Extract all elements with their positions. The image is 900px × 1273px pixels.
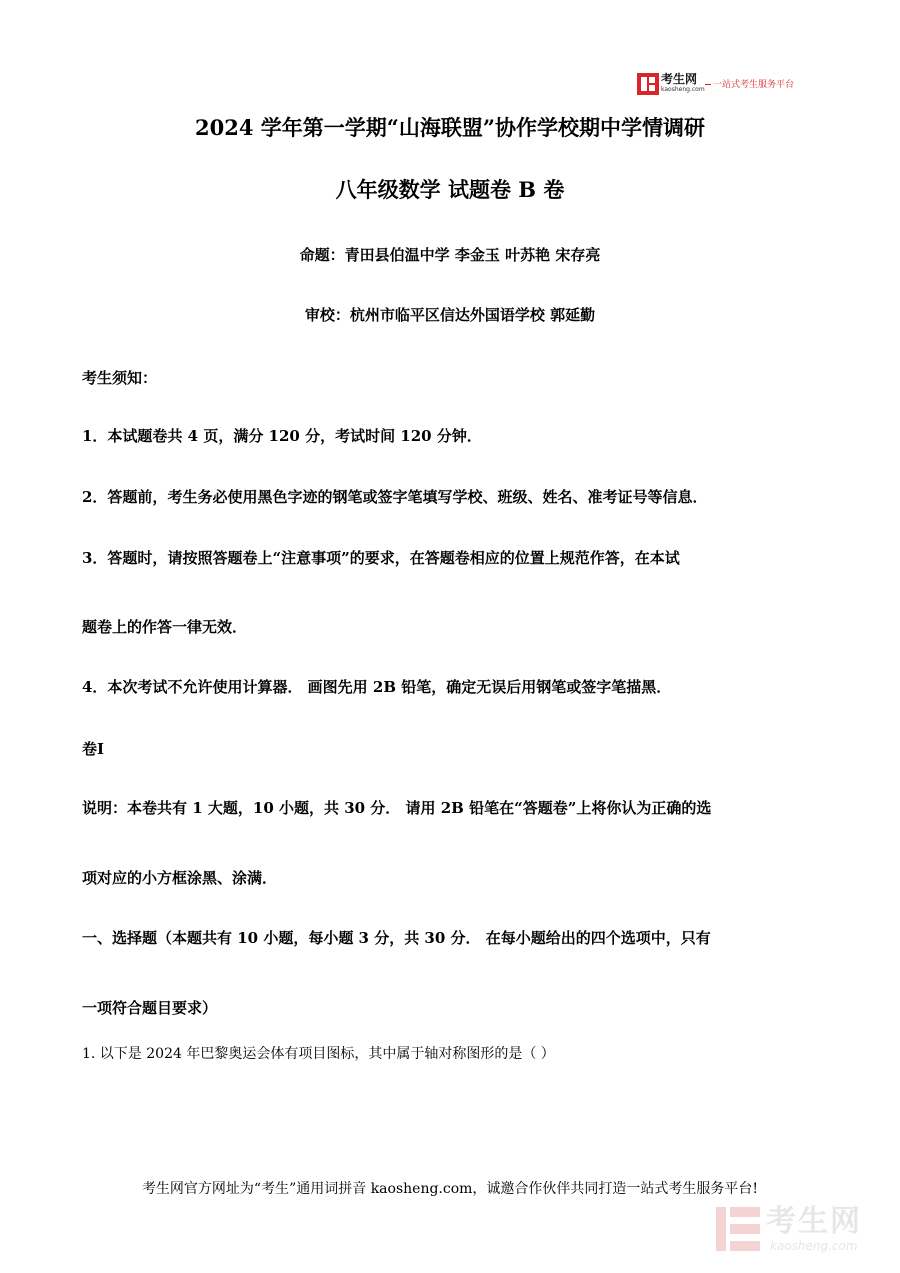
watermark — [716, 1203, 886, 1255]
exam-title: 2024 学年第一学期“山海联盟”协作学校期中学情调研 — [195, 115, 705, 140]
volume-description: 说明：本卷共有 1 大题，10 小题，共 30 分． 请用 2B 铅笔在“答题卷”上将你认为正确的选 — [82, 799, 712, 817]
kaosheng-logo-icon — [637, 73, 659, 95]
volume-label: 卷I — [82, 740, 105, 758]
question-1: 1. 以下是 2024 年巴黎奥运会体有项目图标，其中属于轴对称图形的是（ ） — [82, 1046, 555, 1062]
header-logo — [637, 72, 807, 98]
watermark-domain: kaosheng.com — [770, 1239, 858, 1253]
notice-item-1: 1．本试题卷共 4 页，满分 120 分，考试时间 120 分钟． — [82, 427, 482, 445]
logo-domain: kaosheng.com — [661, 86, 705, 93]
volume-description-cont: 项对应的小方框涂黑、涂满． — [82, 869, 278, 887]
exam-subtitle: 八年级数学 试题卷 B 卷 — [335, 177, 565, 202]
notice-heading: 考生须知： — [82, 369, 158, 387]
section-heading: 一、选择题（本题共有 10 小题，每小题 3 分，共 30 分． 在每小题给出的四个选项中，只有 — [82, 929, 711, 947]
authors-line: 命题：青田县伯温中学 李金玉 叶苏艳 宋存亮 — [299, 246, 601, 264]
watermark-brand: 考生网 — [766, 1204, 862, 1239]
footer-text: 考生网官方网址为“考生”通用词拼音 kaosheng.com，诚邀合作伙伴共同打造一站式考生服务平台! — [141, 1181, 759, 1197]
logo-divider — [705, 84, 711, 85]
section-heading-cont: 一项符合题目要求） — [82, 999, 218, 1017]
logo-slogan: 一站式考生服务平台 — [713, 80, 795, 90]
reviewer-line: 审校：杭州市临平区信达外国语学校 郭延勤 — [304, 306, 596, 324]
notice-item-4: 4．本次考试不允许使用计算器． 画图先用 2B 铅笔，确定无误后用钢笔或签字笔描黑． — [82, 678, 672, 696]
notice-item-3: 3．答题时，请按照答题卷上“注意事项”的要求，在答题卷相应的位置上规范作答，在本试 — [82, 549, 680, 567]
notice-item-2: 2．答题前，考生务必使用黑色字迹的钢笔或签字笔填写学校、班级、姓名、准考证号等信息． — [82, 488, 708, 506]
logo-brand-name: 考生网 — [661, 72, 698, 86]
notice-item-3-cont: 题卷上的作答一律无效． — [82, 618, 248, 636]
watermark-logo-icon — [716, 1207, 760, 1251]
